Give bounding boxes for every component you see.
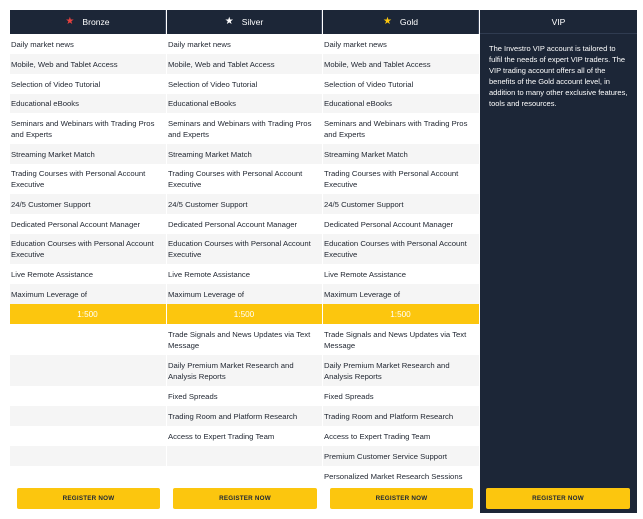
feature-label: Trading Room and Platform Research xyxy=(324,411,454,421)
feature-label: Fixed Spreads xyxy=(324,391,374,401)
feature-label: Mobile, Web and Tablet Access xyxy=(168,59,275,69)
feature-row xyxy=(10,426,166,446)
feature-label: Selection of Video Tutorial xyxy=(324,79,414,89)
plan-column-gold xyxy=(323,10,479,481)
star-icon: ★ xyxy=(382,16,392,27)
feature-row xyxy=(10,406,166,426)
feature-row xyxy=(167,234,322,264)
feature-row xyxy=(323,264,479,284)
feature-label: Daily Premium Market Research and Analysis Reports xyxy=(168,360,294,381)
feature-row xyxy=(323,234,479,264)
plan-name: Silver xyxy=(241,17,264,27)
feature-row xyxy=(10,284,166,304)
feature-label: 24/5 Customer Support xyxy=(11,199,91,209)
feature-row xyxy=(167,355,322,386)
star-icon: ★ xyxy=(65,16,75,27)
feature-label: Maximum Leverage of xyxy=(168,289,245,299)
feature-row xyxy=(323,284,479,304)
feature-row xyxy=(167,34,322,54)
feature-row xyxy=(323,466,479,486)
feature-label: Streaming Market Match xyxy=(168,149,252,159)
feature-row xyxy=(167,194,322,214)
feature-row xyxy=(10,446,166,466)
feature-label: Trading Courses with Personal Account Executive xyxy=(324,169,459,189)
feature-row xyxy=(167,406,322,426)
leverage-badge xyxy=(10,304,166,324)
plan-header-gold xyxy=(323,10,479,34)
plan-name: Bronze xyxy=(82,17,110,27)
feature-label: Trading Room and Platform Research xyxy=(168,411,298,421)
feature-row xyxy=(323,113,479,144)
feature-row xyxy=(167,324,322,355)
plan-name: VIP xyxy=(551,16,566,27)
feature-label: Daily market news xyxy=(324,39,387,49)
feature-row xyxy=(323,74,479,94)
feature-row xyxy=(167,54,322,74)
feature-row xyxy=(323,446,479,466)
feature-label: Education Courses with Personal Account Executive xyxy=(168,239,311,259)
feature-row xyxy=(10,324,166,355)
feature-row xyxy=(167,426,322,446)
feature-row xyxy=(323,144,479,164)
feature-row xyxy=(167,284,322,304)
feature-row xyxy=(167,144,322,164)
feature-row xyxy=(323,194,479,214)
register-button-silver[interactable]: REGISTER NOW xyxy=(173,488,317,509)
feature-label: Dedicated Personal Account Manager xyxy=(168,219,298,229)
feature-label: Mobile, Web and Tablet Access xyxy=(324,59,431,69)
plan-column-silver xyxy=(167,10,322,441)
feature-label: Selection of Video Tutorial xyxy=(11,79,101,89)
feature-label: Trade Signals and News Updates via Text Message xyxy=(168,329,311,350)
feature-row xyxy=(323,355,479,386)
leverage-badge xyxy=(323,304,479,324)
feature-label: Education Courses with Personal Account Executive xyxy=(324,239,467,259)
feature-row xyxy=(10,94,166,113)
feature-label: Access to Expert Trading Team xyxy=(168,431,275,441)
feature-label: Daily Premium Market Research and Analysis Reports xyxy=(324,360,450,381)
feature-label: Live Remote Assistance xyxy=(324,269,407,279)
feature-label: Daily market news xyxy=(168,39,231,49)
feature-label: Maximum Leverage of xyxy=(11,289,88,299)
feature-label: Premium Customer Service Support xyxy=(324,451,448,461)
register-button-gold[interactable]: REGISTER NOW xyxy=(330,488,473,509)
feature-label: Trade Signals and News Updates via Text Message xyxy=(324,329,467,350)
feature-row xyxy=(167,386,322,406)
feature-row xyxy=(10,164,166,194)
star-icon: ★ xyxy=(224,16,234,27)
feature-label: Fixed Spreads xyxy=(168,391,218,401)
feature-label: Access to Expert Trading Team xyxy=(324,431,431,441)
feature-label: Seminars and Webinars with Trading Pros and Experts xyxy=(324,118,468,139)
feature-row xyxy=(10,34,166,54)
feature-label: Trading Courses with Personal Account Executive xyxy=(168,169,303,189)
feature-row xyxy=(323,54,479,74)
feature-label: Live Remote Assistance xyxy=(11,269,94,279)
feature-row xyxy=(167,113,322,144)
feature-row xyxy=(167,214,322,234)
feature-row xyxy=(323,34,479,54)
feature-label: Streaming Market Match xyxy=(11,149,95,159)
feature-row xyxy=(167,446,322,466)
feature-row xyxy=(10,144,166,164)
plan-header-bronze xyxy=(10,10,166,34)
feature-label: Mobile, Web and Tablet Access xyxy=(11,59,118,69)
feature-row xyxy=(167,466,322,486)
feature-row xyxy=(323,406,479,426)
register-button-bronze[interactable]: REGISTER NOW xyxy=(17,488,160,509)
feature-label: Dedicated Personal Account Manager xyxy=(11,219,141,229)
leverage-badge xyxy=(167,304,322,324)
feature-label: Maximum Leverage of xyxy=(324,289,401,299)
feature-row xyxy=(323,214,479,234)
feature-row xyxy=(10,54,166,74)
feature-label: Dedicated Personal Account Manager xyxy=(324,219,454,229)
feature-row xyxy=(10,355,166,386)
feature-row xyxy=(167,264,322,284)
feature-label: Live Remote Assistance xyxy=(168,269,251,279)
feature-label: 24/5 Customer Support xyxy=(324,199,404,209)
feature-row xyxy=(323,324,479,355)
plan-column-vip xyxy=(480,10,637,513)
feature-label: Educational eBooks xyxy=(168,99,236,108)
feature-label: 24/5 Customer Support xyxy=(168,199,248,209)
feature-label: Seminars and Webinars with Trading Pros and Experts xyxy=(168,118,312,139)
feature-row xyxy=(10,74,166,94)
feature-row xyxy=(10,214,166,234)
leverage-value: 1:500 xyxy=(233,309,255,319)
feature-label: Educational eBooks xyxy=(324,99,392,108)
feature-label: Education Courses with Personal Account Executive xyxy=(11,239,154,259)
feature-row xyxy=(323,164,479,194)
feature-row xyxy=(167,94,322,113)
feature-label: Trading Courses with Personal Account Executive xyxy=(11,169,146,189)
feature-row xyxy=(10,386,166,406)
feature-row xyxy=(167,74,322,94)
vip-description: The Investro VIP account is tailored to fulfil the needs of expert VIP traders. The VIP trading account offers all of the benefits of the Gold account level, in addition to many other exclusive features, tools and resources. xyxy=(489,44,628,108)
feature-label: Personalized Market Research Sessions xyxy=(324,471,463,481)
feature-row xyxy=(10,113,166,144)
feature-label: Educational eBooks xyxy=(11,99,79,108)
feature-label: Daily market news xyxy=(11,39,74,49)
leverage-value: 1:500 xyxy=(390,309,411,319)
feature-label: Streaming Market Match xyxy=(324,149,408,159)
register-button-vip[interactable]: REGISTER NOW xyxy=(486,488,630,509)
feature-label: Selection of Video Tutorial xyxy=(168,79,258,89)
feature-row xyxy=(10,264,166,284)
feature-row xyxy=(10,234,166,264)
feature-row xyxy=(323,426,479,446)
feature-row xyxy=(10,466,166,486)
feature-row xyxy=(167,164,322,194)
feature-row xyxy=(10,194,166,214)
feature-label: Seminars and Webinars with Trading Pros and Experts xyxy=(11,118,155,139)
plan-name: Gold xyxy=(399,17,419,27)
plan-header-silver xyxy=(167,10,322,34)
feature-row xyxy=(323,386,479,406)
plan-column-bronze xyxy=(10,10,166,319)
plan-header-vip xyxy=(480,10,637,34)
feature-row xyxy=(323,94,479,113)
leverage-value: 1:500 xyxy=(77,309,98,319)
